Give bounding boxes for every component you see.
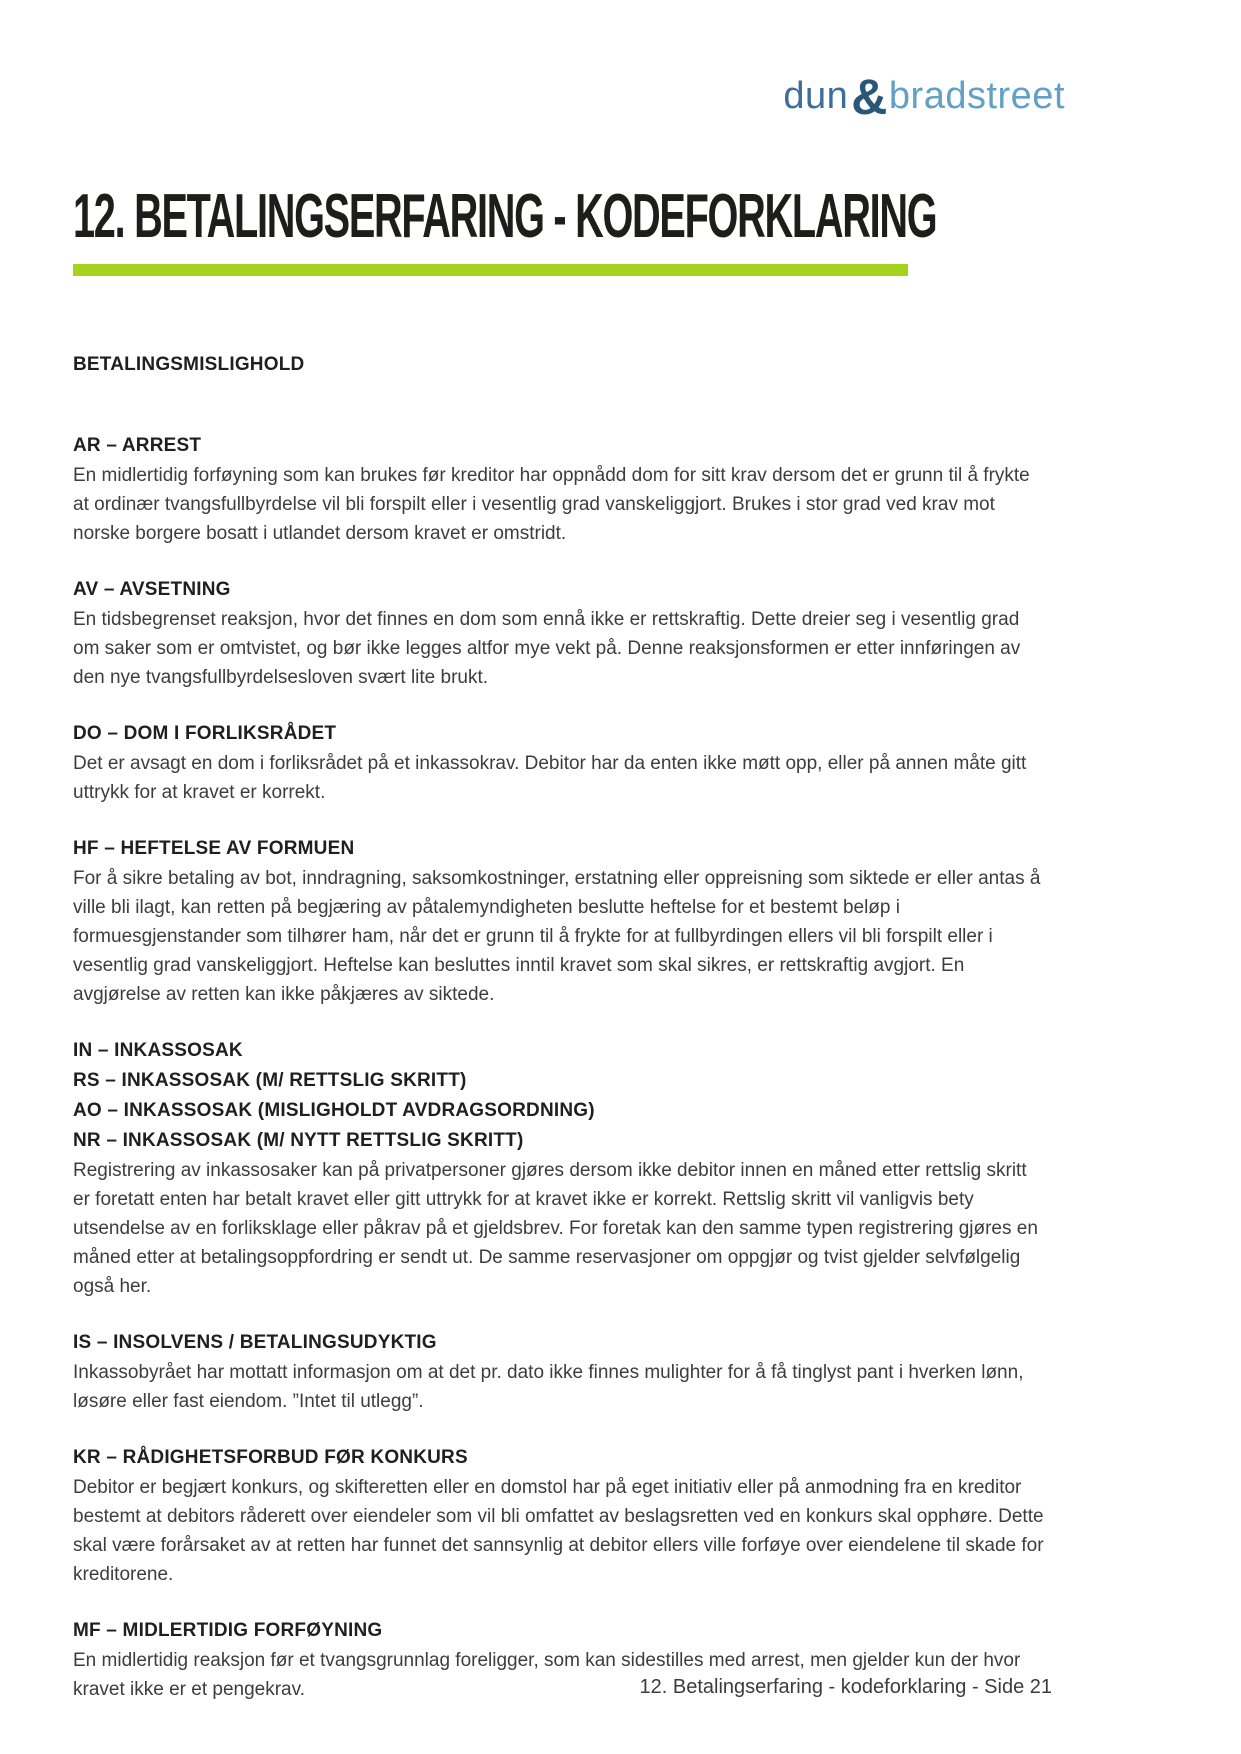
section-heading: IN – INKASSOSAK bbox=[73, 1040, 243, 1061]
section-body: En midlertidig reaksjon før et tvangsgrunnlag foreligger, som kan sidestilles med arrest, men gjelder kun der hvor kravet ikke er et pengekrav. bbox=[73, 1650, 1021, 1700]
section-heading: RS – INKASSOSAK (M/ RETTSLIG SKRITT) bbox=[73, 1070, 467, 1091]
section-body: En midlertidig forføyning som kan brukes før kreditor har oppnådd dom for sitt krav dersom det er grunn til å frykte at ordinær tvangsfullbyrdelse vil bli forspilt eller i vesentlig grad vanskeliggjort. Brukes i stor grad ved krav mot norske borgere bosatt i utlandet dersom kravet er omstridt. bbox=[73, 465, 1030, 544]
section-heading: DO – DOM I FORLIKSRÅDET bbox=[73, 723, 337, 744]
title-block bbox=[73, 182, 1241, 276]
section-heading: NR – INKASSOSAK (M/ NYTT RETTSLIG SKRITT) bbox=[73, 1130, 524, 1151]
logo-word-dun: dun bbox=[783, 75, 849, 117]
section-heading: HF – HEFTELSE AV FORMUEN bbox=[73, 838, 355, 859]
section-body: Registrering av inkassosaker kan på privatpersoner gjøres dersom ikke debitor innen en måned etter rettslig skritt er foretatt enten har betalt kravet eller gitt uttrykk for at kravet ikke er korrekt. Rettslig skritt vil vanligvis bety utsendelse av en forliksklage eller påkrav på et gjeldsbrev. For foretak kan den samme typen registrering gjøres en måned etter at betalingsoppfordring er sendt ut. De samme reservasjoner om oppgjør og tvist gjelder selvfølgelig også her. bbox=[73, 1160, 1038, 1297]
code-section-kr bbox=[73, 1443, 1048, 1589]
code-section-do bbox=[73, 719, 1048, 807]
code-section-hf bbox=[73, 834, 1048, 1009]
dun-bradstreet-logo bbox=[783, 69, 1065, 125]
code-section-ar bbox=[73, 431, 1048, 548]
logo-word-bradstreet: bradstreet bbox=[888, 75, 1065, 117]
section-heading: IS – INSOLVENS / BETALINGSUDYKTIG bbox=[73, 1332, 437, 1353]
section-heading: AO – INKASSOSAK (MISLIGHOLDT AVDRAGSORDNING) bbox=[73, 1100, 595, 1121]
section-body: For å sikre betaling av bot, inndragning, saksomkostninger, erstatning eller oppreisning som siktede er eller antas å ville bli ilagt, kan retten på begjæring av påtalemyndigheten beslutte heftelse for et bestemt beløp i formuesgjenstander som tilhører ham, når det er grunn til å frykte for at fullbyrdingen ellers vil bli forspilt eller i vesentlig grad vanskeliggjort. Heftelse kan besluttes inntil kravet som skal sikres, er rettskraftig avgjort. En avgjørelse av retten kan ikke påkjæres av siktede. bbox=[73, 868, 1041, 1005]
ampersand-icon: & bbox=[851, 69, 888, 125]
section-body: Inkassobyrået har mottatt informasjon om at det pr. dato ikke finnes mulighter for å få tinglyst pant i hverken lønn, løsøre eller fast eiendom. ”Intet til utlegg”. bbox=[73, 1362, 1024, 1412]
section-body: En tidsbegrenset reaksjon, hvor det finnes en dom som ennå ikke er rettskraftig. Dette dreier seg i vesentlig grad om saker som er omtvistet, og bør ikke legges altfor mye vekt på. Denne reaksjonsformen er etter innføringen av den nye tvangsfullbyrdelsesloven svært lite brukt. bbox=[73, 609, 1021, 688]
section-body: Det er avsagt en dom i forliksrådet på et inkassokrav. Debitor har da enten ikke møtt opp, eller på annen måte gitt uttrykk for at kravet er korrekt. bbox=[73, 753, 1027, 803]
page-footer: 12. Betalingserfaring - kodeforklaring - Side 21 bbox=[639, 1676, 1052, 1698]
section-heading: KR – RÅDIGHETSFORBUD FØR KONKURS bbox=[73, 1447, 468, 1468]
section-body: Debitor er begjært konkurs, og skifteretten eller en domstol har på eget initiativ eller på anmodning fra en kreditor bestemt at debitors råderett over eiendeler som vil bli omfattet av beslagsretten ved en konkurs skal opphøre. Dette skal være forårsaket av at retten har funnet det sannsynlig at debitor ellers ville forføye over eiendelene til skade for kreditorene. bbox=[73, 1477, 1044, 1585]
code-section-av bbox=[73, 575, 1048, 692]
category-heading: BETALINGSMISLIGHOLD bbox=[73, 354, 305, 375]
document-body bbox=[73, 350, 1048, 1731]
section-heading: AV – AVSETNING bbox=[73, 579, 231, 600]
section-heading: AR – ARREST bbox=[73, 435, 202, 456]
section-heading: MF – MIDLERTIDIG FORFØYNING bbox=[73, 1620, 383, 1641]
code-section-inkasso bbox=[73, 1036, 1048, 1301]
page-title: 12. BETALINGSERFARING - KODEFORKLARING bbox=[73, 182, 937, 251]
accent-divider bbox=[73, 264, 908, 276]
code-section-is bbox=[73, 1328, 1048, 1416]
